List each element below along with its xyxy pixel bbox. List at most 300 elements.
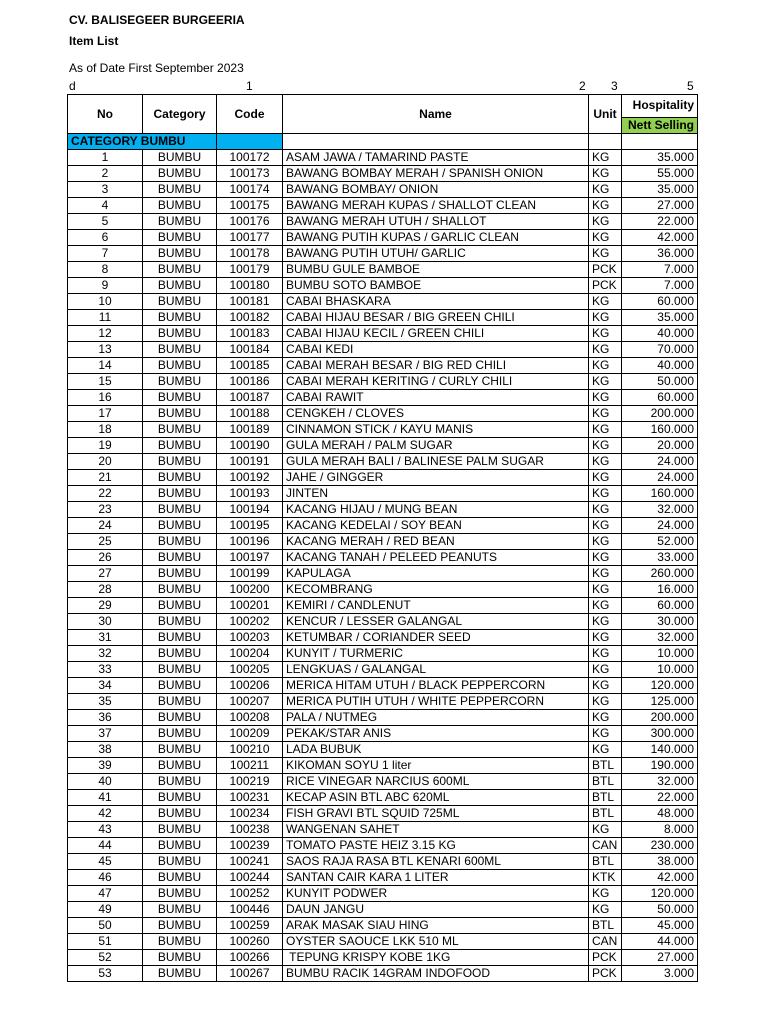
- row-name: PALA / NUTMEG: [283, 710, 589, 726]
- table-row: [68, 470, 698, 486]
- row-no: 26: [68, 550, 143, 566]
- row-code: 100266: [217, 950, 283, 966]
- row-category: BUMBU: [143, 374, 217, 390]
- category-row: [68, 134, 698, 150]
- row-no: 7: [68, 246, 143, 262]
- row-name: BAWANG BOMBAY/ ONION: [283, 182, 589, 198]
- row-price: 10.000: [622, 662, 698, 678]
- table-row: [68, 278, 698, 294]
- row-no: 13: [68, 342, 143, 358]
- table-row: [68, 774, 698, 790]
- company-name: CV. BALISEGEER BURGEERIA: [69, 13, 245, 27]
- row-no: 27: [68, 566, 143, 582]
- row-unit: PCK: [589, 278, 622, 294]
- row-code: 100207: [217, 694, 283, 710]
- row-unit: BTL: [589, 758, 622, 774]
- table-row: [68, 726, 698, 742]
- row-no: 10: [68, 294, 143, 310]
- row-name: TOMATO PASTE HEIZ 3.15 KG: [283, 838, 589, 854]
- row-no: 28: [68, 582, 143, 598]
- table-row: [68, 310, 698, 326]
- row-price: 125.000: [622, 694, 698, 710]
- row-price: 200.000: [622, 406, 698, 422]
- row-category: BUMBU: [143, 790, 217, 806]
- row-no: 42: [68, 806, 143, 822]
- row-no: 32: [68, 646, 143, 662]
- row-no: 22: [68, 486, 143, 502]
- table-row: [68, 918, 698, 934]
- table-row: [68, 662, 698, 678]
- row-category: BUMBU: [143, 502, 217, 518]
- row-unit: BTL: [589, 790, 622, 806]
- row-price: 32.000: [622, 774, 698, 790]
- row-price: 35.000: [622, 182, 698, 198]
- row-code: 100180: [217, 278, 283, 294]
- row-price: 3.000: [622, 966, 698, 982]
- row-code: 100219: [217, 774, 283, 790]
- category-unit-cell: [589, 134, 622, 150]
- item-table: [67, 94, 698, 982]
- row-code: 100238: [217, 822, 283, 838]
- table-row: [68, 486, 698, 502]
- table-row: [68, 422, 698, 438]
- row-name: BAWANG PUTIH KUPAS / GARLIC CLEAN: [283, 230, 589, 246]
- table-row: [68, 838, 698, 854]
- row-category: BUMBU: [143, 870, 217, 886]
- row-name: CABAI RAWIT: [283, 390, 589, 406]
- row-code: 100172: [217, 150, 283, 166]
- row-category: BUMBU: [143, 214, 217, 230]
- row-unit: KTK: [589, 870, 622, 886]
- row-category: BUMBU: [143, 822, 217, 838]
- row-no: 20: [68, 454, 143, 470]
- row-name: WANGENAN SAHET: [283, 822, 589, 838]
- row-name: KECAP ASIN BTL ABC 620ML: [283, 790, 589, 806]
- category-price-cell: [622, 134, 698, 150]
- row-price: 60.000: [622, 598, 698, 614]
- column-marker: 2: [579, 79, 586, 93]
- row-no: 1: [68, 150, 143, 166]
- table-row: [68, 758, 698, 774]
- row-name: CABAI MERAH KERITING / CURLY CHILI: [283, 374, 589, 390]
- row-category: BUMBU: [143, 150, 217, 166]
- column-marker: 3: [611, 79, 618, 93]
- row-price: 50.000: [622, 902, 698, 918]
- row-unit: KG: [589, 326, 622, 342]
- row-no: 52: [68, 950, 143, 966]
- row-price: 32.000: [622, 630, 698, 646]
- table-row: [68, 182, 698, 198]
- row-category: BUMBU: [143, 678, 217, 694]
- row-name: JINTEN: [283, 486, 589, 502]
- row-no: 25: [68, 534, 143, 550]
- row-category: BUMBU: [143, 422, 217, 438]
- row-unit: KG: [589, 886, 622, 902]
- table-row: [68, 854, 698, 870]
- row-category: BUMBU: [143, 758, 217, 774]
- row-unit: KG: [589, 694, 622, 710]
- row-category: BUMBU: [143, 694, 217, 710]
- row-name: CABAI MERAH BESAR / BIG RED CHILI: [283, 358, 589, 374]
- row-price: 70.000: [622, 342, 698, 358]
- table-row: [68, 262, 698, 278]
- row-name: BUMBU GULE BAMBOE: [283, 262, 589, 278]
- row-no: 15: [68, 374, 143, 390]
- row-category: BUMBU: [143, 470, 217, 486]
- table-row: [68, 790, 698, 806]
- row-code: 100196: [217, 534, 283, 550]
- row-name: GULA MERAH / PALM SUGAR: [283, 438, 589, 454]
- row-price: 55.000: [622, 166, 698, 182]
- row-category: BUMBU: [143, 806, 217, 822]
- row-name: PEKAK/STAR ANIS: [283, 726, 589, 742]
- row-price: 40.000: [622, 326, 698, 342]
- row-code: 100260: [217, 934, 283, 950]
- column-marker: d: [69, 79, 76, 93]
- row-unit: PCK: [589, 966, 622, 982]
- row-unit: BTL: [589, 774, 622, 790]
- header-unit: Unit: [589, 95, 622, 134]
- row-category: BUMBU: [143, 454, 217, 470]
- row-category: BUMBU: [143, 646, 217, 662]
- header-code: Code: [217, 95, 283, 134]
- row-code: 100231: [217, 790, 283, 806]
- row-name: LENGKUAS / GALANGAL: [283, 662, 589, 678]
- row-code: 100179: [217, 262, 283, 278]
- row-code: 100187: [217, 390, 283, 406]
- row-unit: KG: [589, 598, 622, 614]
- row-no: 16: [68, 390, 143, 406]
- row-price: 42.000: [622, 230, 698, 246]
- row-unit: BTL: [589, 806, 622, 822]
- row-unit: KG: [589, 630, 622, 646]
- row-name: BUMBU SOTO BAMBOE: [283, 278, 589, 294]
- row-category: BUMBU: [143, 486, 217, 502]
- row-code: 100197: [217, 550, 283, 566]
- row-unit: KG: [589, 646, 622, 662]
- row-name: KACANG HIJAU / MUNG BEAN: [283, 502, 589, 518]
- row-unit: KG: [589, 246, 622, 262]
- row-name: SAOS RAJA RASA BTL KENARI 600ML: [283, 854, 589, 870]
- row-no: 4: [68, 198, 143, 214]
- row-name: KACANG MERAH / RED BEAN: [283, 534, 589, 550]
- row-no: 12: [68, 326, 143, 342]
- row-code: 100174: [217, 182, 283, 198]
- row-category: BUMBU: [143, 198, 217, 214]
- row-unit: KG: [589, 822, 622, 838]
- row-name: BAWANG MERAH UTUH / SHALLOT: [283, 214, 589, 230]
- table-row: [68, 518, 698, 534]
- row-no: 2: [68, 166, 143, 182]
- row-code: 100259: [217, 918, 283, 934]
- row-unit: KG: [589, 662, 622, 678]
- row-no: 34: [68, 678, 143, 694]
- row-unit: KG: [589, 374, 622, 390]
- table-row: [68, 822, 698, 838]
- row-name: BAWANG PUTIH UTUH/ GARLIC: [283, 246, 589, 262]
- table-row: [68, 950, 698, 966]
- row-category: BUMBU: [143, 326, 217, 342]
- row-category: BUMBU: [143, 534, 217, 550]
- row-unit: BTL: [589, 854, 622, 870]
- row-category: BUMBU: [143, 630, 217, 646]
- row-unit: KG: [589, 566, 622, 582]
- header-hospitality: Hospitality: [622, 95, 698, 118]
- table-row: [68, 326, 698, 342]
- row-no: 21: [68, 470, 143, 486]
- row-code: 100208: [217, 710, 283, 726]
- column-marker: 5: [687, 79, 694, 93]
- row-code: 100195: [217, 518, 283, 534]
- row-no: 14: [68, 358, 143, 374]
- row-code: 100186: [217, 374, 283, 390]
- row-code: 100184: [217, 342, 283, 358]
- row-price: 42.000: [622, 870, 698, 886]
- row-category: BUMBU: [143, 966, 217, 982]
- row-code: 100193: [217, 486, 283, 502]
- row-unit: KG: [589, 550, 622, 566]
- row-code: 100177: [217, 230, 283, 246]
- row-no: 18: [68, 422, 143, 438]
- row-price: 22.000: [622, 214, 698, 230]
- row-code: 100178: [217, 246, 283, 262]
- row-price: 160.000: [622, 486, 698, 502]
- row-price: 30.000: [622, 614, 698, 630]
- row-code: 100200: [217, 582, 283, 598]
- row-category: BUMBU: [143, 342, 217, 358]
- row-no: 53: [68, 966, 143, 982]
- row-no: 29: [68, 598, 143, 614]
- row-category: BUMBU: [143, 390, 217, 406]
- category-label: CATEGORY BUMBU: [68, 134, 217, 150]
- row-price: 40.000: [622, 358, 698, 374]
- row-price: 35.000: [622, 310, 698, 326]
- as-of-date: As of Date First September 2023: [69, 61, 244, 75]
- row-price: 230.000: [622, 838, 698, 854]
- row-unit: PCK: [589, 950, 622, 966]
- row-unit: KG: [589, 502, 622, 518]
- row-name: CABAI BHASKARA: [283, 294, 589, 310]
- row-code: 100188: [217, 406, 283, 422]
- row-unit: CAN: [589, 934, 622, 950]
- row-category: BUMBU: [143, 726, 217, 742]
- table-row: [68, 630, 698, 646]
- row-unit: KG: [589, 166, 622, 182]
- row-code: 100190: [217, 438, 283, 454]
- row-price: 260.000: [622, 566, 698, 582]
- row-category: BUMBU: [143, 246, 217, 262]
- table-row: [68, 598, 698, 614]
- row-name: DAUN JANGU: [283, 902, 589, 918]
- row-name: KEMIRI / CANDLENUT: [283, 598, 589, 614]
- row-code: 100192: [217, 470, 283, 486]
- table-row: [68, 246, 698, 262]
- row-name: LADA BUBUK: [283, 742, 589, 758]
- row-no: 17: [68, 406, 143, 422]
- row-name: ASAM JAWA / TAMARIND PASTE: [283, 150, 589, 166]
- row-category: BUMBU: [143, 566, 217, 582]
- row-unit: KG: [589, 534, 622, 550]
- row-name: KETUMBAR / CORIANDER SEED: [283, 630, 589, 646]
- row-unit: BTL: [589, 918, 622, 934]
- row-price: 45.000: [622, 918, 698, 934]
- row-price: 44.000: [622, 934, 698, 950]
- row-unit: KG: [589, 182, 622, 198]
- row-name: RICE VINEGAR NARCIUS 600ML: [283, 774, 589, 790]
- row-category: BUMBU: [143, 310, 217, 326]
- header-category: Category: [143, 95, 217, 134]
- row-code: 100211: [217, 758, 283, 774]
- row-code: 100267: [217, 966, 283, 982]
- row-code: 100194: [217, 502, 283, 518]
- row-unit: KG: [589, 518, 622, 534]
- table-row: [68, 406, 698, 422]
- row-name: CABAI KEDI: [283, 342, 589, 358]
- table-row: [68, 614, 698, 630]
- row-category: BUMBU: [143, 950, 217, 966]
- row-unit: KG: [589, 726, 622, 742]
- row-code: 100202: [217, 614, 283, 630]
- row-unit: KG: [589, 438, 622, 454]
- row-category: BUMBU: [143, 742, 217, 758]
- row-category: BUMBU: [143, 918, 217, 934]
- row-price: 33.000: [622, 550, 698, 566]
- row-no: 43: [68, 822, 143, 838]
- row-category: BUMBU: [143, 838, 217, 854]
- row-price: 160.000: [622, 422, 698, 438]
- table-row: [68, 566, 698, 582]
- row-price: 24.000: [622, 454, 698, 470]
- row-unit: KG: [589, 198, 622, 214]
- table-row: [68, 710, 698, 726]
- row-no: 45: [68, 854, 143, 870]
- table-row: [68, 534, 698, 550]
- row-no: 37: [68, 726, 143, 742]
- row-category: BUMBU: [143, 262, 217, 278]
- row-code: 100205: [217, 662, 283, 678]
- row-no: 19: [68, 438, 143, 454]
- row-no: 46: [68, 870, 143, 886]
- table-row: [68, 550, 698, 566]
- row-name: TEPUNG KRISPY KOBE 1KG: [283, 950, 589, 966]
- row-price: 120.000: [622, 886, 698, 902]
- row-code: 100173: [217, 166, 283, 182]
- row-unit: KG: [589, 422, 622, 438]
- row-code: 100182: [217, 310, 283, 326]
- row-price: 24.000: [622, 470, 698, 486]
- row-price: 7.000: [622, 278, 698, 294]
- row-price: 24.000: [622, 518, 698, 534]
- row-no: 3: [68, 182, 143, 198]
- category-code-cell: [217, 134, 283, 150]
- row-unit: KG: [589, 486, 622, 502]
- row-price: 36.000: [622, 246, 698, 262]
- row-price: 32.000: [622, 502, 698, 518]
- row-unit: KG: [589, 310, 622, 326]
- row-price: 10.000: [622, 646, 698, 662]
- row-name: MERICA HITAM UTUH / BLACK PEPPERCORN: [283, 678, 589, 694]
- table-row: [68, 454, 698, 470]
- row-name: KAPULAGA: [283, 566, 589, 582]
- table-row: [68, 294, 698, 310]
- row-code: 100241: [217, 854, 283, 870]
- table-row: [68, 806, 698, 822]
- row-price: 60.000: [622, 294, 698, 310]
- row-price: 140.000: [622, 742, 698, 758]
- table-row: [68, 166, 698, 182]
- row-category: BUMBU: [143, 886, 217, 902]
- row-name: BUMBU RACIK 14GRAM INDOFOOD: [283, 966, 589, 982]
- row-price: 7.000: [622, 262, 698, 278]
- row-name: FISH GRAVI BTL SQUID 725ML: [283, 806, 589, 822]
- table-row: [68, 582, 698, 598]
- table-row: [68, 230, 698, 246]
- row-name: KIKOMAN SOYU 1 liter: [283, 758, 589, 774]
- row-unit: KG: [589, 230, 622, 246]
- row-no: 44: [68, 838, 143, 854]
- row-no: 40: [68, 774, 143, 790]
- row-no: 8: [68, 262, 143, 278]
- row-no: 41: [68, 790, 143, 806]
- row-no: 6: [68, 230, 143, 246]
- row-category: BUMBU: [143, 614, 217, 630]
- table-row: [68, 742, 698, 758]
- table-row: [68, 646, 698, 662]
- row-unit: KG: [589, 358, 622, 374]
- row-price: 27.000: [622, 198, 698, 214]
- row-unit: KG: [589, 390, 622, 406]
- row-unit: KG: [589, 678, 622, 694]
- row-category: BUMBU: [143, 934, 217, 950]
- row-code: 100191: [217, 454, 283, 470]
- row-no: 33: [68, 662, 143, 678]
- row-price: 20.000: [622, 438, 698, 454]
- row-code: 100183: [217, 326, 283, 342]
- row-unit: KG: [589, 470, 622, 486]
- row-unit: KG: [589, 742, 622, 758]
- row-category: BUMBU: [143, 406, 217, 422]
- table-row: [68, 374, 698, 390]
- row-category: BUMBU: [143, 166, 217, 182]
- row-category: BUMBU: [143, 902, 217, 918]
- row-unit: KG: [589, 406, 622, 422]
- row-name: KECOMBRANG: [283, 582, 589, 598]
- row-price: 120.000: [622, 678, 698, 694]
- row-category: BUMBU: [143, 278, 217, 294]
- row-unit: KG: [589, 902, 622, 918]
- row-no: 9: [68, 278, 143, 294]
- row-name: MERICA PUTIH UTUH / WHITE PEPPERCORN: [283, 694, 589, 710]
- row-unit: KG: [589, 214, 622, 230]
- row-price: 8.000: [622, 822, 698, 838]
- table-row: [68, 198, 698, 214]
- table-row: [68, 886, 698, 902]
- row-no: 11: [68, 310, 143, 326]
- row-category: BUMBU: [143, 774, 217, 790]
- row-unit: KG: [589, 710, 622, 726]
- row-name: BAWANG MERAH KUPAS / SHALLOT CLEAN: [283, 198, 589, 214]
- row-name: CENGKEH / CLOVES: [283, 406, 589, 422]
- row-name: CINNAMON STICK / KAYU MANIS: [283, 422, 589, 438]
- row-unit: KG: [589, 150, 622, 166]
- row-code: 100204: [217, 646, 283, 662]
- row-unit: KG: [589, 342, 622, 358]
- row-unit: KG: [589, 582, 622, 598]
- row-code: 100244: [217, 870, 283, 886]
- header-name: Name: [283, 95, 589, 134]
- table-row: [68, 966, 698, 982]
- table-row: [68, 150, 698, 166]
